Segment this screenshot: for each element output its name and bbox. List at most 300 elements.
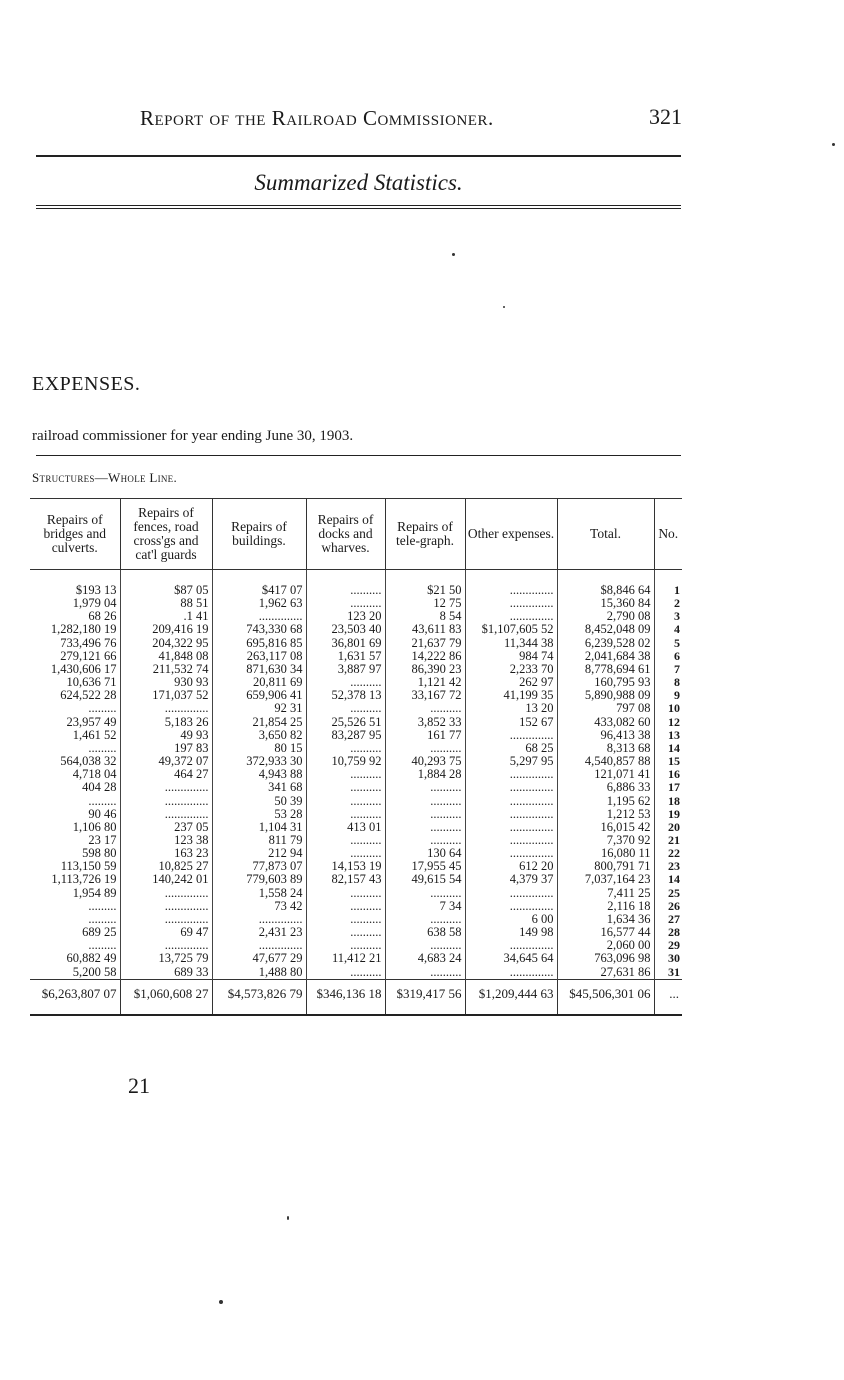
table-row [30, 768, 682, 781]
table-cell: 433,082 60 [557, 716, 654, 729]
signature-number: 21 [128, 1073, 150, 1098]
table-cell: 1,488 80 [212, 966, 306, 980]
row-number-cell: 16 [654, 768, 682, 781]
table-cell: 88 51 [120, 597, 212, 610]
table-cell: 10,759 92 [306, 755, 385, 768]
table-cell: 16,015 42 [557, 821, 654, 834]
table-cell: 41,199 35 [465, 689, 557, 702]
table-cell: 871,630 34 [212, 663, 306, 676]
table-cell: 763,096 98 [557, 952, 654, 965]
table-cell: 10,636 71 [66, 676, 117, 690]
table-cell: .............. [120, 887, 212, 900]
ink-speck [452, 253, 455, 256]
table-cell: .............. [465, 808, 557, 821]
table-cell: 1,884 28 [385, 768, 465, 781]
table-cell: 7 34 [385, 900, 465, 913]
table-cell: 197 83 [120, 742, 212, 755]
table-cell: .............. [465, 795, 557, 808]
table-cell: .......... [385, 808, 465, 821]
table-cell: 4,540,857 88 [557, 755, 654, 768]
table-cell: .......... [306, 834, 385, 847]
table-cell: 52,378 13 [306, 689, 385, 702]
table-cell: .......... [385, 742, 465, 755]
table-cell: 598 80 [82, 847, 117, 861]
table-cell: 7,370 92 [557, 834, 654, 847]
table-cell: 33,167 72 [385, 689, 465, 702]
row-number-cell: 22 [654, 847, 682, 860]
row-number-cell: 2 [654, 597, 682, 610]
column-header: Repairs of docks and wharves. [306, 499, 385, 570]
table-cell: 1,106 80 [72, 820, 117, 834]
total-cell: $1,060,608 27 [120, 979, 212, 1015]
table-cell: 743,330 68 [212, 623, 306, 636]
table-cell: .............. [465, 610, 557, 623]
table-cell: .......... [306, 597, 385, 610]
row-number-cell: 15 [654, 755, 682, 768]
table-cell: 8,452,048 09 [557, 623, 654, 636]
table-row [30, 966, 682, 980]
table-cell: 4,718 04 [72, 768, 117, 782]
row-number-cell: 30 [654, 952, 682, 965]
table-cell: 209,416 19 [120, 623, 212, 636]
table-cell: .......... [306, 926, 385, 939]
table-cell: 49 93 [120, 729, 212, 742]
table-cell: 43,611 83 [385, 623, 465, 636]
column-header: Repairs of tele-graph. [385, 499, 465, 570]
table-cell: 2,041,684 38 [557, 650, 654, 663]
row-number-cell: 14 [654, 873, 682, 886]
total-cell: $6,263,807 07 [30, 979, 120, 1015]
expenses-table [30, 498, 682, 1016]
table-cell: .......... [385, 781, 465, 794]
table-cell: 624,522 28 [60, 689, 117, 703]
table-cell: .............. [465, 939, 557, 952]
row-number-cell: 19 [654, 808, 682, 821]
table-cell: 464 27 [120, 768, 212, 781]
row-number-cell: 3 [654, 610, 682, 623]
structures-label: Structures—Whole Line. [32, 470, 178, 485]
table-cell: 36,801 69 [306, 637, 385, 650]
table-cell: 113,150 59 [60, 860, 117, 874]
table-cell: 23,503 40 [306, 623, 385, 636]
table-cell: 1,962 63 [212, 597, 306, 610]
table-cell: .......... [306, 676, 385, 689]
table-cell: 10,825 27 [120, 860, 212, 873]
table-cell: 372,933 30 [212, 755, 306, 768]
table-cell: 53 28 [212, 808, 306, 821]
row-number-cell: 8 [654, 676, 682, 689]
table-cell: .............. [465, 900, 557, 913]
row-number-cell: 6 [654, 650, 682, 663]
table-cell: ......... [88, 912, 117, 926]
table-cell: 1,634 36 [557, 913, 654, 926]
table-cell: 123 20 [306, 610, 385, 623]
table-cell: 4,943 88 [212, 768, 306, 781]
table-cell: .......... [306, 939, 385, 952]
table-row [30, 926, 682, 939]
table-cell: .......... [385, 821, 465, 834]
table-cell: 50 39 [212, 795, 306, 808]
table-cell: 7,037,164 23 [557, 873, 654, 886]
table-cell: 11,412 21 [306, 952, 385, 965]
table-cell: .......... [306, 900, 385, 913]
table-cell: 1,558 24 [212, 887, 306, 900]
expenses-heading: EXPENSES. [32, 373, 141, 395]
table-body [30, 570, 682, 980]
table-cell: 25,526 51 [306, 716, 385, 729]
table-cell: 1,461 52 [72, 728, 117, 742]
table-row [30, 637, 682, 650]
table-cell: .......... [385, 966, 465, 980]
row-number-cell: 10 [654, 702, 682, 715]
table-cell: 2,116 18 [557, 900, 654, 913]
column-header: Total. [557, 499, 654, 570]
table-cell: 1,121 42 [385, 676, 465, 689]
table-cell: 121,071 41 [557, 768, 654, 781]
table-cell: 279,121 66 [60, 649, 117, 663]
table-cell: 41,848 08 [120, 650, 212, 663]
table-cell: 49,615 54 [385, 873, 465, 886]
table-cell: 263,117 08 [212, 650, 306, 663]
table-cell: .............. [465, 597, 557, 610]
table-cell: $1,107,605 52 [465, 623, 557, 636]
table-cell: 564,038 32 [60, 755, 117, 769]
table-cell: .............. [465, 847, 557, 860]
table-cell: 92 31 [212, 702, 306, 715]
page-number: 321 [649, 104, 682, 129]
table-cell: 1,954 89 [72, 886, 117, 900]
table-cell: .......... [306, 781, 385, 794]
table-cell: 984 74 [465, 650, 557, 663]
table-cell: .............. [465, 966, 557, 980]
table-cell: 6,239,528 02 [557, 637, 654, 650]
table-cell: $21 50 [385, 570, 465, 598]
table-row [30, 860, 682, 873]
table-cell: .............. [212, 939, 306, 952]
table-row [30, 913, 682, 926]
row-number-cell: 28 [654, 926, 682, 939]
table-cell: .......... [385, 795, 465, 808]
table-cell: 23,957 49 [66, 715, 117, 729]
table-cell: .......... [385, 939, 465, 952]
table-cell: 17,955 45 [385, 860, 465, 873]
table-cell: 47,677 29 [212, 952, 306, 965]
table-cell: 149 98 [465, 926, 557, 939]
table-cell: 21,854 25 [212, 716, 306, 729]
table-cell: 612 20 [465, 860, 557, 873]
table-cell: 413 01 [306, 821, 385, 834]
table-cell: 5,297 95 [465, 755, 557, 768]
table-cell: 49,372 07 [120, 755, 212, 768]
table-row [30, 795, 682, 808]
column-header: Repairs of bridges and culverts. [30, 499, 120, 570]
table-row [30, 742, 682, 755]
table-cell: 237 05 [120, 821, 212, 834]
table-row [30, 900, 682, 913]
table-cell: 1,282,180 19 [50, 623, 117, 637]
row-number-cell: 12 [654, 716, 682, 729]
table-cell: $87 05 [120, 570, 212, 598]
row-number-cell: 17 [654, 781, 682, 794]
table-cell: 1,113,726 19 [51, 873, 117, 887]
table-cell: .............. [120, 939, 212, 952]
table-cell: 16,080 11 [557, 847, 654, 860]
table-cell: .............. [465, 821, 557, 834]
table-cell: .............. [120, 913, 212, 926]
table-cell: 638 58 [385, 926, 465, 939]
row-number-cell: 7 [654, 663, 682, 676]
table-cell: 3,852 33 [385, 716, 465, 729]
table-cell: 3,650 82 [212, 729, 306, 742]
total-cell: $4,573,826 79 [212, 979, 306, 1015]
table-cell: 1,195 62 [557, 795, 654, 808]
table-cell: 5,200 58 [72, 965, 117, 979]
table-cell: 211,532 74 [120, 663, 212, 676]
table-cell: .............. [465, 834, 557, 847]
table-cell: 204,322 95 [120, 637, 212, 650]
table-cell: .......... [306, 795, 385, 808]
table-cell: 86,390 23 [385, 663, 465, 676]
table-row [30, 847, 682, 860]
table-cell: 123 38 [120, 834, 212, 847]
table-row [30, 689, 682, 702]
table-row [30, 939, 682, 952]
table-cell: ......... [88, 741, 117, 755]
table-cell: .............. [465, 729, 557, 742]
table-cell: 800,791 71 [557, 860, 654, 873]
total-cell: $319,417 56 [385, 979, 465, 1015]
column-header: Repairs of fences, road cross'gs and cat'l guards [120, 499, 212, 570]
table-cell: 811 79 [212, 834, 306, 847]
table-cell: .......... [306, 847, 385, 860]
table-row [30, 610, 682, 623]
table-row [30, 597, 682, 610]
row-number-cell: 14 [654, 742, 682, 755]
table-cell: 1,979 04 [72, 597, 117, 611]
row-number-cell: 26 [654, 900, 682, 913]
table-cell: .............. [120, 781, 212, 794]
table-cell: 27,631 86 [557, 966, 654, 980]
table-cell: 2,790 08 [557, 610, 654, 623]
table-cell: 68 26 [88, 610, 117, 624]
table-cell: .......... [385, 702, 465, 715]
table-cell: $417 07 [212, 570, 306, 598]
table-cell: 60,882 49 [66, 952, 117, 966]
row-number-cell: 21 [654, 834, 682, 847]
table-cell: 14,222 86 [385, 650, 465, 663]
table-cell: .............. [120, 702, 212, 715]
table-cell: ......... [88, 939, 117, 953]
table-cell: 930 93 [120, 676, 212, 689]
table-cell: .......... [385, 834, 465, 847]
table-cell: 14,153 19 [306, 860, 385, 873]
table-cell: 779,603 89 [212, 873, 306, 886]
table-cell: 82,157 43 [306, 873, 385, 886]
table-cell: 2,233 70 [465, 663, 557, 676]
running-head: Report of the Railroad Commissioner. [140, 106, 494, 130]
column-header: Other expenses. [465, 499, 557, 570]
table-cell: 152 67 [465, 716, 557, 729]
table-cell: 96,413 38 [557, 729, 654, 742]
table-cell: .......... [385, 913, 465, 926]
table-row [30, 755, 682, 768]
row-number-cell: 31 [654, 966, 682, 980]
table-cell: 659,906 41 [212, 689, 306, 702]
table-cell: .......... [306, 768, 385, 781]
table-cell: 3,887 97 [306, 663, 385, 676]
table-cell: 8,313 68 [557, 742, 654, 755]
table-cell: 689 25 [82, 926, 117, 940]
table-cell: 163 23 [120, 847, 212, 860]
table-subtitle: railroad commissioner for year ending June 30, 1903. [32, 428, 354, 444]
table-cell: 8 54 [385, 610, 465, 623]
table-cell: 12 75 [385, 597, 465, 610]
section-title: Summarized Statistics. [254, 170, 463, 195]
table-cell: .......... [306, 702, 385, 715]
table-row [30, 676, 682, 689]
total-cell: $45,506,301 06 [557, 979, 654, 1015]
table-cell: .............. [465, 887, 557, 900]
table-cell: 5,890,988 09 [557, 689, 654, 702]
table-cell: 2,431 23 [212, 926, 306, 939]
table-cell: 341 68 [212, 781, 306, 794]
table-cell: 140,242 01 [120, 873, 212, 886]
row-number-cell: 4 [654, 623, 682, 636]
table-cell: 797 08 [557, 702, 654, 715]
table-header-row [30, 499, 682, 570]
table-row [30, 808, 682, 821]
table-cell: .............. [465, 781, 557, 794]
table-cell: .............. [212, 913, 306, 926]
section-rule-bottom [36, 208, 681, 209]
table-row [30, 623, 682, 636]
expenses-table-container [30, 498, 682, 1016]
total-cell: ... [654, 979, 682, 1015]
row-number-cell: 23 [654, 860, 682, 873]
table-cell: 73 42 [212, 900, 306, 913]
table-cell: .............. [465, 570, 557, 598]
table-cell: 4,683 24 [385, 952, 465, 965]
table-row [30, 834, 682, 847]
table-cell: 15,360 84 [557, 597, 654, 610]
total-cell: $1,209,444 63 [465, 979, 557, 1015]
table-cell: .............. [120, 808, 212, 821]
table-cell: 5,183 26 [120, 716, 212, 729]
table-cell: .............. [120, 900, 212, 913]
table-cell: 40,293 75 [385, 755, 465, 768]
table-cell: 404 28 [82, 781, 117, 795]
table-cell: 733,496 76 [60, 636, 117, 650]
table-row [30, 702, 682, 715]
table-row [30, 873, 682, 886]
table-row [30, 716, 682, 729]
row-number-cell: 1 [654, 570, 682, 598]
table-row [30, 952, 682, 965]
table-cell: 689 33 [120, 966, 212, 980]
table-row [30, 663, 682, 676]
table-row [30, 887, 682, 900]
table-cell: .......... [306, 808, 385, 821]
table-cell: 1,430,606 17 [50, 662, 117, 676]
table-cell: .......... [306, 887, 385, 900]
table-cell: 4,379 37 [465, 873, 557, 886]
table-row [30, 570, 682, 598]
table-cell: 20,811 69 [212, 676, 306, 689]
table-cell: 8,778,694 61 [557, 663, 654, 676]
ink-speck [503, 306, 505, 308]
subtitle-rule [36, 455, 681, 456]
table-row [30, 781, 682, 794]
table-cell: ......... [88, 702, 117, 716]
table-cell: .............. [465, 768, 557, 781]
row-number-cell: 5 [654, 637, 682, 650]
table-cell: 171,037 52 [120, 689, 212, 702]
table-cell: .............. [120, 795, 212, 808]
table-cell: 11,344 38 [465, 637, 557, 650]
totals-row [30, 979, 682, 1015]
ink-speck [287, 1216, 289, 1220]
table-cell: $8,846 64 [557, 570, 654, 598]
table-cell: 2,060 00 [557, 939, 654, 952]
table-cell: 90 46 [88, 807, 117, 821]
row-number-cell: 29 [654, 939, 682, 952]
row-number-cell: 27 [654, 913, 682, 926]
table-cell: $193 13 [75, 583, 117, 597]
header-rule [36, 155, 681, 157]
table-cell: 21,637 79 [385, 637, 465, 650]
table-cell: 161 77 [385, 729, 465, 742]
ink-speck [832, 143, 835, 146]
table-cell: .......... [306, 966, 385, 980]
row-number-cell: 20 [654, 821, 682, 834]
row-number-cell: 18 [654, 795, 682, 808]
table-cell: 16,577 44 [557, 926, 654, 939]
table-cell: 34,645 64 [465, 952, 557, 965]
table-row [30, 821, 682, 834]
table-cell: 212 94 [212, 847, 306, 860]
row-number-cell: 9 [654, 689, 682, 702]
table-cell: 1,212 53 [557, 808, 654, 821]
table-cell: 23 17 [88, 833, 117, 847]
table-cell: 262 97 [465, 676, 557, 689]
column-header: Repairs of buildings. [212, 499, 306, 570]
row-number-cell: 13 [654, 729, 682, 742]
table-row [30, 729, 682, 742]
table-cell: 77,873 07 [212, 860, 306, 873]
table-cell: 13 20 [465, 702, 557, 715]
table-cell: 6,886 33 [557, 781, 654, 794]
row-number-cell: 25 [654, 887, 682, 900]
table-row [30, 650, 682, 663]
table-cell: 1,104 31 [212, 821, 306, 834]
table-cell: 160,795 93 [557, 676, 654, 689]
table-cell: 68 25 [465, 742, 557, 755]
table-cell: 83,287 95 [306, 729, 385, 742]
table-cell: .............. [212, 610, 306, 623]
section-rule-top [36, 205, 681, 206]
table-cell: 7,411 25 [557, 887, 654, 900]
table-cell: 130 64 [385, 847, 465, 860]
table-cell: ......... [88, 899, 117, 913]
total-cell: $346,136 18 [306, 979, 385, 1015]
table-cell: 80 15 [212, 742, 306, 755]
table-cell: 13,725 79 [120, 952, 212, 965]
table-cell: 1,631 57 [306, 650, 385, 663]
table-cell: .......... [306, 742, 385, 755]
table-cell: 695,816 85 [212, 637, 306, 650]
table-cell: .......... [385, 887, 465, 900]
table-cell: .......... [306, 913, 385, 926]
